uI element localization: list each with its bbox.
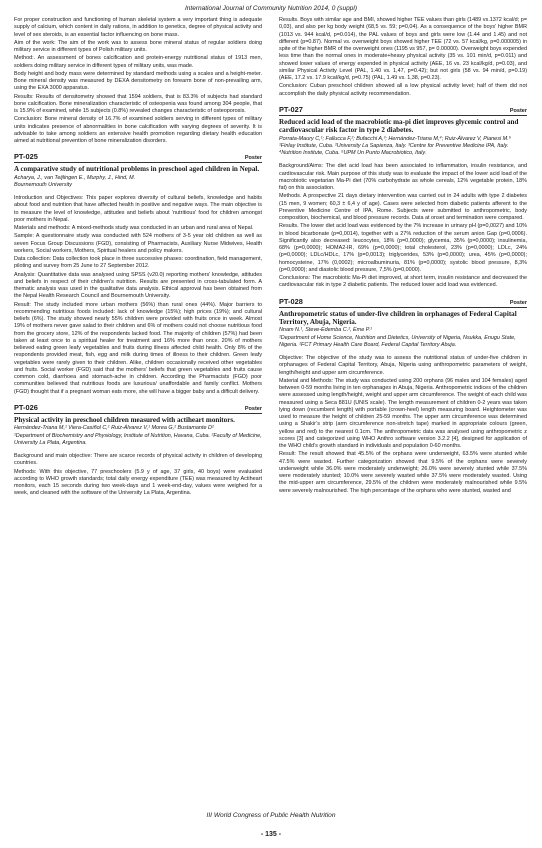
intro-paragraph: Body height and body mass were determined by standard methods using a scales and a height-meter. Bone mineral density was measured by DEXA densitometry on forearm bone of non-prevailing arm, using the EXA 3000 apparatus.	[14, 70, 262, 92]
abstract-authors: Porrata-Maury C,¹; Fallucca F,²; Bufacchi A,³; Hernández-Triana M,⁴; Ruiz-Álvarez V, Pianesi M.⁵	[279, 135, 511, 142]
abstract-paragraph: Result: The result showed that 45.5% of the orphans were underweight, 63.5% were stunted while 47.5% were wasted. Further categorization showed that 9.5% of the orphans were severely underweight while 36.0% were moderately underweight; 26.0% were severely stunted while 37.5% were moderately stunted; 10.0% were severely wasted while 37.5% were moderately wasted. Using the mid-upper arm circumference, 29.5% of the children were moderately malnourished while 9.5% were severely malnourished. The high percentage of the orphans who were stunted, wasted and	[279, 451, 527, 494]
right-column	[279, 17, 527, 496]
abstract-id: PT-026	[14, 402, 38, 412]
abstract-header-pt027	[279, 105, 527, 116]
abstract-paragraph: Sample: A questionnaire study was conducted with 524 mothers of 3-5 year old children as well as seven Focus Group Discussions (FGD), consisting of Pharmacists, Auxiliary Nurse Midwives, Health workers, Social workers, Mothers, Spiritual healers and policy makers.	[14, 233, 262, 254]
abstract-authors: Acharya, J., van Teijlingen E., Murphy, J., Hind, M.	[14, 174, 136, 181]
page-number: - 135 -	[260, 831, 282, 838]
abstract-header-pt025	[14, 152, 262, 163]
abstract-affiliation: ¹Finlay Institute, Cuba. ²University La Sapienza, Italy. ³Centre for Preventive Medicine IPA, Italy. ⁴Nutrition Institute, Cuba. ⁵UPM Un Punto Macrobiotico, Italy.	[279, 142, 509, 157]
abstract-type: Poster	[244, 405, 262, 412]
abstract-paragraph: Background/Aims: The diet acid load has been associated to inflammation, insulin resistance, and cardiovascular risk. Main purpose of this study was to evaluate the impact of the lower acid load of the macrobiotic vegetarian Ma-Pi diet (70% carbohydrate as whole cereals, 12% vegetable protein, 18% fat) on this association.	[279, 163, 527, 192]
abstract-title: Anthropometric status of under-five children in orphanages of Federal Capital Territory, Abuja, Nigeria.	[279, 309, 517, 326]
abstract-paragraph: Materials and methods: A mixed-methods study was conducted in an urban and rural area of Nepal.	[14, 225, 254, 232]
abstract-id: PT-025	[14, 152, 38, 162]
abstract-id: PT-027	[279, 104, 303, 114]
intro-paragraph: Aim of the work: The aim of the work was to assess bone mineral status of regular soldiers doing military service in different types of Polish military units.	[14, 39, 262, 53]
abstract-authors: Nnam N.¹, Steve-Edemba C.², Eme P.¹	[279, 327, 372, 334]
abstract-paragraph: Result: The study included more urban mothers (56%) than rural ones (44%). Major barriers to recommending nutritious foods included: lack of knowledge (15%); high prices (19%); and cultural beliefs (6%). The study showed nearly 55% children were provided with fruits once in week. Almost 19% of mothers never gave salad to their children and 6% of mothers could not choose nutritious food from the grocery store, 12% of the respondents lacked food. The majority of children (57%) had been taken at least once to a spiritual healer for treatment and 16% more than once. 20% of mothers believed eating green leafy vegetables and fruits during illness affected child health. Only 8% of the respondents provided meat, fish, egg and milk during times of illness to their children. Green leafy vegetables were rarely given to their children. Alike, children occasionally received other vegetables and fruits. Social worker (FGD) said that the mothers’ beliefs that green vegetables and fruits cause common cold, diarrhoea and stomach-ache in children. According the Pharmacists (FGD) poor communities believed that nutritious foods are luxurious/ unaffordable and family conflict. Mothers (FGD) thought that if a pregnant woman eats more, she will have a bigger baby and a difficult delivery.	[14, 301, 262, 395]
abstract-paragraph: Conclusions: The macrobiotic Ma-Pi diet improved, at short term, insulin resistance and decreased the cardiovascular risk in type 2 diabetic patients. The reduced lower acid load was evidenced.	[279, 275, 527, 289]
abstract-type: Poster	[244, 155, 262, 162]
abstract-paragraph: Material and Methods: The study was conducted using 200 orphans (96 males and 104 females) aged between 0-59 months living in ten orphanages in Abuja, Nigeria. Anthropometric indices of the children were assessed using length/height, weight and upper arm circumference. The weight of each child was measured using a Seca 881U (UNIS scale). The length measurement of children 0-2 years was taken lying down (recumbent length) with portable (crown-heel) length measuring board. Heightometer was used to measure the height of children 25-59 months. The upper arm circumference was determined using a Shakir’s strip (arm circumference non-stretch tape) marked in appropriate colours (green, yellow and red) to the nearest 0.1cm. The anthropometric data was analysed using anthropometric z scores [3] and categorized using WHO Anthro software version 3.2.2 [4], designed for application of the WHO child’s growth standard in individuals and population 0-60 months.	[279, 377, 527, 450]
intro-paragraph: For proper construction and functioning of human skeletal system a very important thing is adequate supply of calcium, which content in daily rations, in addition to genetics, degree of physical activity and level of sex steroids, is an essential factor influencing on bone mass.	[14, 17, 262, 38]
left-column	[14, 17, 262, 499]
abstract-paragraph: Methods: With this objective, 77 preschoolers (5.9 y of age, 37 girls, 40 boys) were evaluated according to WHO growth standards; total daily energy expenditure (TEE) was measured by Actiheart monitors, each 15 seconds during two week-days and 1 week-end-day, values were weighed for a week, and cleaned with the software of the University La Plata, Argentina.	[14, 468, 262, 497]
abstract-paragraph: Results. Boys with similar age and BMI, showed higher TEE values than girls (1489 vs.1372 kcal/d; p= 0,03), and also per kg body weight (68,5 vs. 59; p=0,04). As a consequence of the boys’ higher BMR (1013 vs. 944 kcal/d, p=0.014), the PAL values of boys and girls were low (1.44 and 1.45) and not different (p=0.87). Normal vs. overweight boys showed higher TEE (72 vs. 57 kcal/kg, p=0.000005) in spite of the higher BMR of the overweight ones (1195 vs 957, p= 0.00000). Overweight boys expended less time than the normal ones in moderate+heavy physical activity (35 vs. 101 min/d, p=0.011) and showed lower values of energy expended in physical activity (AEE, 16 vs. 23 kcal/kg/d, p=0.03), and similar Physical Activity Level (PAL, 1.40 vs. 1,47, p=0.42); but not girls (58 vs. 94 min/d, p=0.19) (AEE, 17.2 vs. 17.9 kcal/kg/d, p=0.75) (PAL, 1.49 vs. 1,38, p=0.23).	[279, 17, 527, 81]
abstract-title: Reduced acid load of the macrobiotic ma-pi diet improves glycemic control and cardiovascular risk factor in type 2 diabetes.	[279, 117, 519, 135]
abstract-paragraph: Results. The lower diet acid load was evidenced by the 7% increase in urinary pH (p=0,0027) and 10% in blood bicarbonate (p=0,0014), together with a 27% reduction of the serum anion Gap (p=0,0006). Significantly also decreased: leucocytes, 18% (p=0,0000); glycemia, 35% (p=0,0000); insulinemia, 68% (p=0,0000); HOMA2-IR, 69% (p=0,0000); total cholesterol, 23% (p=0,0000); LDLc, 24% (p=0,0000); LDLc/HDLc, 17% (p=0,0013); triglycerides, 53% (p=0,0000); urea, 45% (p=0,0000); homocysteine, 17% (0,0002); microalbuminuria, 81% (p=0,0000); systolic blood pressure, 8,3% (p=0,0000); and diastolic blood pressure, 7,5% (p=0,0000).	[279, 223, 527, 273]
abstract-paragraph: Objective: The objective of the study was to assess the nutritional status of under-five children in orphanages of Federal Capital Territory, Abuja, Nigeria using anthropometric parameters of weight, length/height and upper arm circumference.	[279, 355, 527, 376]
abstract-authors: Hernández-Triana M,¹ Viera-Casiñol C,¹ Ruiz-Álvarez V,¹ Morea G,² Bustamante D²	[14, 425, 214, 432]
abstract-paragraph: Data collection: Data collection took place in three successive phases: coordination, field management, piloting and survey from 25 June to 27 September 2012.	[14, 256, 262, 270]
abstract-header-pt026	[14, 403, 262, 414]
abstract-title: Physical activity in preschool children measured with actiheart monitors.	[14, 415, 235, 424]
abstract-affiliation: ¹Department of Biochemistry and Physiology, Institute of Nutrition, Havana, Cuba. ²Faculty of Medicine, University La Plata, Argentina.	[14, 432, 262, 446]
abstract-paragraph: Introduction and Objectives: This paper explores diversity of cultural beliefs, knowledge and habits about food and nutrition that have affected health in positive and negative ways. The main objective is to measure the level of knowledge, attitudes and beliefs about ‘nutritious’ food for children amongst poor mothers in Nepal.	[14, 195, 262, 223]
abstract-paragraph: Conclusion: Cuban preschool children showed all a low physical activity level; half of them did not accomplish the daily physical activity recommendation.	[279, 83, 527, 97]
intro-paragraph: Conclusion: Bone mineral density of 16.7% of examined soldiers serving in different types of military units indicates presence of abnormalities in bone calcification with varying degrees of severity. It is advisable to take among soldiers an extensive health promotion regarding dietary health education aimed at nutritional prevention of bone mineralization disorders.	[14, 116, 262, 144]
congress-footer: III World Congress of Public Health Nutrition	[206, 812, 336, 819]
abstract-id: PT-028	[279, 296, 303, 306]
abstract-affiliation: ¹Department of Home Science, Nutrition and Dietetics, University of Nigeria, Nsukka, Enugu State, Nigeria. ²FCT Primary Health Care Board, Federal Capital Territory Abuja.	[279, 334, 516, 348]
abstract-header-pt028	[279, 297, 527, 308]
abstract-paragraph: Background and main objective: There are scarce records of physical activity in children of developing countries.	[14, 453, 262, 467]
abstract-type: Poster	[509, 107, 527, 114]
abstract-title: A comparative study of nutritional problems in preschool aged children in Nepal.	[14, 165, 260, 174]
abstract-paragraph: Methods. A prospective 21 days dietary intervention was carried out in 24 adults with type 2 diabetes (15 men, 9 women; 60,3 ± 6,4 y of age). Cases were selected from diabetic patients afferent to the Preventive Medicine Centre of IPA, Rome. Subjects were submitted to anthropometric, body composition, biochemical, and blood pressure records. Data at onset and termination were compared.	[279, 193, 527, 222]
abstract-paragraph: Analysis: Quantitative data was analysed using SPSS (v20.0) reporting mothers’ knowledge, attitudes and beliefs in respect of their children’s nutrition. Results are presented in cross-tabulated form. A thematic analysis was used in the qualitative data analysis. Ethical approval has been obtained from the Nepal Health Research Council and Bournemouth University.	[14, 271, 262, 300]
intro-paragraph: Method:. An assessment of bones calcification and protein-energy nutritional status of 1913 men, soldiers doing military service in different types of military units, was made.	[14, 55, 262, 69]
journal-header: International Journal of Community Nutrition 2014, 0 (suppl)	[185, 5, 357, 12]
abstract-type: Poster	[509, 299, 527, 306]
intro-paragraph: Results: Results of densitometry showed that 1594 soldiers, that is 83.3% of subjects had standard bone calcification. Bone mineralization characteristic of osteopenia was found among 304 people, that is 15.9% of examined, while 15 subjects (0.8%) revealed changes characteristic of osteoporosis.	[14, 93, 262, 114]
abstract-affiliation: Bournemouth University	[14, 181, 73, 188]
